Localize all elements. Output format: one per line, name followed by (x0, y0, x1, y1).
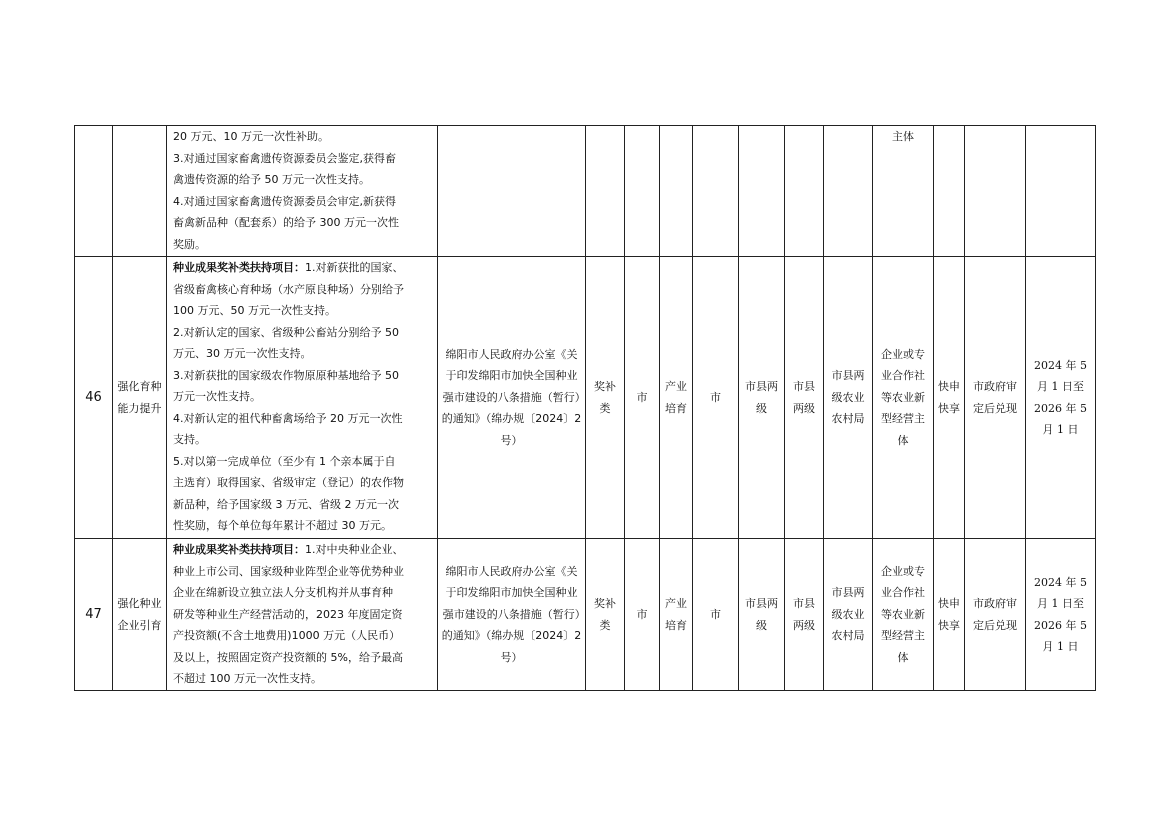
scope-cell: 市 (693, 257, 739, 539)
level-cell: 市 (625, 539, 660, 691)
support-content-cell: 种业成果奖补类扶持项目：1.对中央种业企业、 种业上市公司、国家级种业阵型企业等优势种业 企业在绵新设立独立法人分支机构并从事育种 研发等种业生产经营活动的，2023 年度固定资 产投资额(不含土地费用)1000 万元（人民币） 及以上，按照固定资产投资额的 5%，给予最高 不超过 100 万元一次性支持。 (167, 539, 438, 691)
project-name-cell (113, 126, 167, 257)
table-row (75, 539, 1096, 691)
category-cell: 产业培育 (660, 539, 693, 691)
cashing-method-cell: 市政府审定后兑现 (965, 539, 1026, 691)
implementation-level-cell: 市县两级 (785, 257, 824, 539)
content-heading: 种业成果奖补类扶持项目： (173, 261, 305, 274)
funding-level-cell (739, 126, 785, 257)
policy-basis-cell: 绵阳市人民政府办公室《关于印发绵阳市加快全国种业强市建设的八条措施（暂行）的通知》（绵办规〔2024〕2 号） (438, 539, 586, 691)
row-number-cell: 46 (75, 257, 113, 539)
table-row (75, 126, 1096, 257)
table-row (75, 257, 1096, 539)
department-cell: 市县两级农业农村局 (824, 539, 873, 691)
period-cell (1026, 126, 1096, 257)
project-name-cell: 强化育种能力提升 (113, 257, 167, 539)
applicant-cell: 企业或专业合作社等农业新型经营主体 (873, 257, 934, 539)
implementation-level-cell: 市县两级 (785, 539, 824, 691)
cashing-method-cell (965, 126, 1026, 257)
fast-apply-cell: 快申快享 (934, 257, 965, 539)
funding-level-cell: 市县两级 (739, 257, 785, 539)
implementation-level-cell (785, 126, 824, 257)
policy-basis-cell: 绵阳市人民政府办公室《关于印发绵阳市加快全国种业强市建设的八条措施（暂行）的通知》（绵办规〔2024〕2 号） (438, 257, 586, 539)
support-type-cell: 奖补类 (586, 257, 625, 539)
scope-cell: 市 (693, 539, 739, 691)
applicant-cell: 企业或专业合作社等农业新型经营主体 (873, 539, 934, 691)
period-cell: 2024 年 5 月 1 日至 2026 年 5 月 1 日 (1026, 257, 1096, 539)
level-cell: 市 (625, 257, 660, 539)
content-heading: 种业成果奖补类扶持项目： (173, 543, 305, 556)
period-cell: 2024 年 5 月 1 日至 2026 年 5 月 1 日 (1026, 539, 1096, 691)
category-cell (660, 126, 693, 257)
policy-basis-cell (438, 126, 586, 257)
scope-cell (693, 126, 739, 257)
row-number-cell (75, 126, 113, 257)
support-content-cell: 20 万元、10 万元一次性补助。 3.对通过国家畜禽遗传资源委员会鉴定,获得畜 禽遗传资源的给予 50 万元一次性支持。 4.对通过国家畜禽遗传资源委员会审定,新获得 畜禽新品种（配套系）的给予 300 万元一次性 奖励。 (167, 126, 438, 257)
category-cell: 产业培育 (660, 257, 693, 539)
fast-apply-cell: 快申快享 (934, 539, 965, 691)
row-number-cell: 47 (75, 539, 113, 691)
department-cell: 市县两级农业农村局 (824, 257, 873, 539)
support-content-cell: 种业成果奖补类扶持项目：1.对新获批的国家、 省级畜禽核心育种场（水产原良种场）分别给予 100 万元、50 万元一次性支持。 2.对新认定的国家、省级种公畜站分别给予 50 万元、30 万元一次性支持。 3.对新获批的国家级农作物原原种基地给予 50 万元一次性支持。 4.对新认定的祖代种畜禽场给予 20 万元一次性 支持。 5.对以第一完成单位（至少有 1 个亲本属于自 主选育）取得国家、省级审定（登记）的农作物 新品种，给予国家级 3 万元、省级 2 万元一次 性奖励，每个单位每年累计不超过 30 万元。 (167, 257, 438, 539)
level-cell (625, 126, 660, 257)
funding-level-cell: 市县两级 (739, 539, 785, 691)
project-name-cell: 强化种业企业引育 (113, 539, 167, 691)
policy-table (74, 125, 1096, 691)
support-type-cell: 奖补类 (586, 539, 625, 691)
cashing-method-cell: 市政府审定后兑现 (965, 257, 1026, 539)
applicant-cell: 主体 (873, 126, 934, 257)
support-type-cell (586, 126, 625, 257)
fast-apply-cell (934, 126, 965, 257)
department-cell (824, 126, 873, 257)
